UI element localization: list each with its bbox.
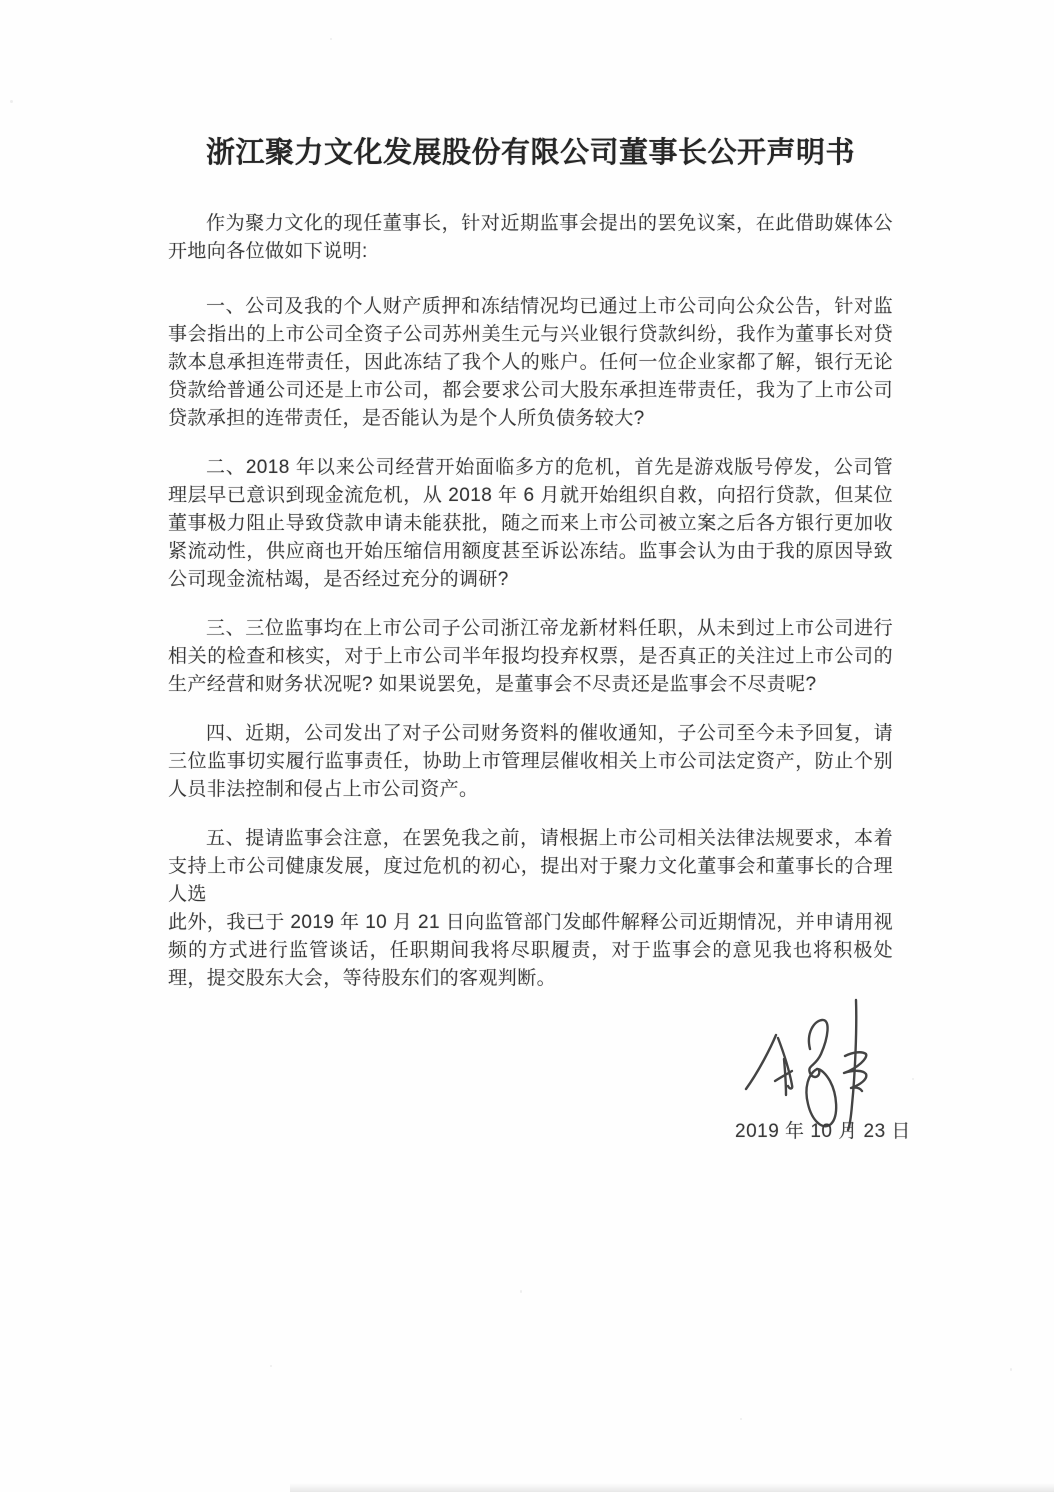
scan-speckle [740,1418,742,1420]
scan-speckle [270,1365,272,1367]
scan-speckle [1010,1368,1012,1371]
scan-speckle [10,100,13,103]
intro-paragraph: 作为聚力文化的现任董事长，针对近期监事会提出的罢免议案，在此借助媒体公开地向各位做如下说明: [168,213,893,262]
scan-speckle [330,38,332,40]
statement-paragraph-2: 二、2018 年以来公司经营开始面临多方的危机，首先是游戏版号停发，公司管理层早已意识到现金流危机，从 2018 年 6 月就开始组织自救，向招行贷款，但某位董事极力阻止导致贷款申请未能获批，随之而来上市公司被立案之后各方银行更加收紧流动性，供应商也开始压缩信用额度甚至诉讼冻结。监事会认为由于我的原因导致公司现金流枯竭，是否经过充分的调研? [168,457,893,590]
document-title: 浙江聚力文化发展股份有限公司董事长公开声明书 [205,137,855,169]
scan-speckle [520,1290,522,1293]
statement-paragraph-4: 四、近期，公司发出了对子公司财务资料的催收通知，子公司至今未予回复，请三位监事切实履行监事责任，协助上市管理层催收相关上市公司法定资产，防止个别人员非法控制和侵占上市公司资产。 [168,723,893,800]
statement-paragraph-3: 三、三位监事均在上市公司子公司浙江帝龙新材料任职，从未到过上市公司进行相关的检查和核实，对于上市公司半年报均投弃权票，是否真正的关注过上市公司的生产经营和财务状况呢? 如果说罢免，是董事会不尽责还是监事会不尽责呢? [168,618,893,695]
scan-speckle [912,1078,914,1080]
page-bottom-shadow [290,1483,1054,1492]
addendum-paragraph: 此外，我已于 2019 年 10 月 21 日向监管部门发邮件解释公司近期情况，并申请用视频的方式进行监管谈话，任职期间我将尽职履责，对于监事会的意见我也将积极处理，提交股东大会，等待股东们的客观判断。 [168,912,893,989]
statement-paragraph-1: 一、公司及我的个人财产质押和冻结情况均已通过上市公司向公众公告，针对监事会指出的上市公司全资子公司苏州美生元与兴业银行贷款纠纷，我作为董事长对贷款本息承担连带责任，因此冻结了我个人的账户。任何一位企业家都了解，银行无论贷款给普通公司还是上市公司，都会要求公司大股东承担连带责任，我为了上市公司贷款承担的连带责任，是否能认为是个人所负债务较大? [168,296,893,429]
statement-date: 2019 年 10 月 23 日 [735,1121,911,1142]
document-body [168,0,893,993]
statement-paragraph-5: 五、提请监事会注意，在罢免我之前，请根据上市公司相关法律法规要求，本着支持上市公司健康发展，度过危机的初心，提出对于聚力文化董事会和董事长的合理人选 [168,828,893,905]
